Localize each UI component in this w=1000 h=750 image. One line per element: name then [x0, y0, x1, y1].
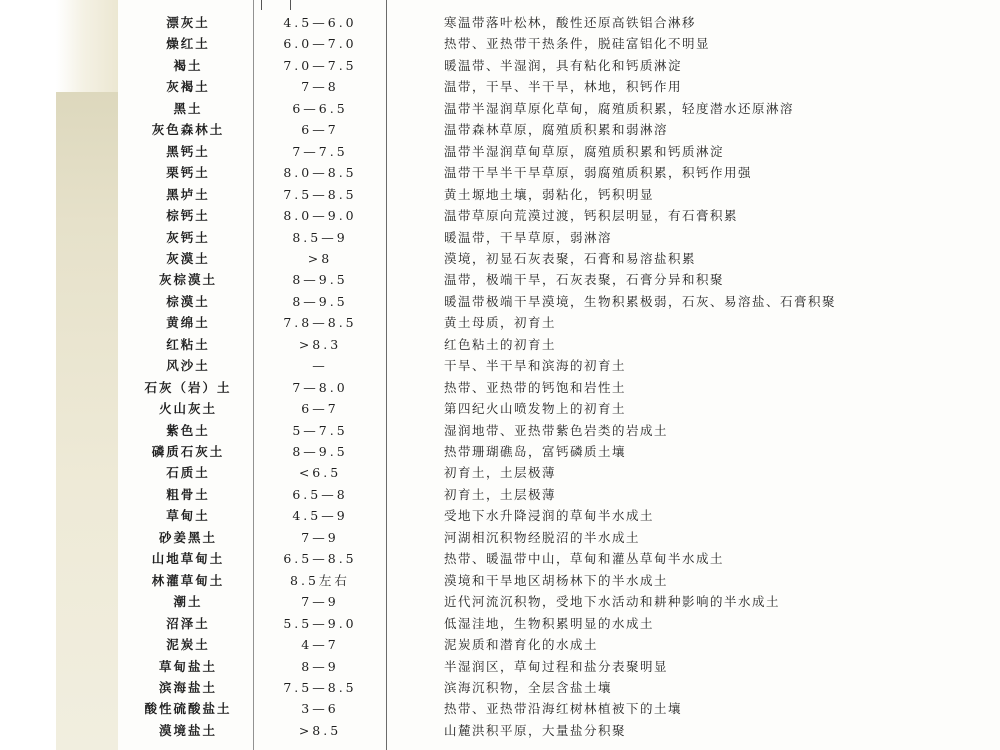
soil-name-cell: 风沙土 [166, 358, 210, 374]
table-row [118, 421, 1000, 441]
table-row [118, 99, 1000, 119]
slide-left-margin [0, 0, 56, 750]
ph-value-cell: 6.0—7.0 [283, 36, 357, 52]
ph-value-cell: >8.3 [298, 336, 342, 352]
table-row [118, 378, 1000, 398]
ph-value-cell: 7.5—8.5 [283, 186, 357, 202]
soil-name-cell: 红粘土 [166, 336, 210, 352]
soil-name-cell: 石质土 [166, 465, 210, 481]
table-row [118, 77, 1000, 97]
table-row [118, 34, 1000, 54]
ph-value-cell: 6.5—8.5 [283, 551, 357, 567]
ph-value-cell: >8.5 [298, 722, 342, 738]
soil-name-cell: 棕漠土 [166, 293, 210, 309]
table-row [118, 635, 1000, 655]
description-cell: 热带珊瑚礁岛，富钙磷质土壤 [444, 444, 627, 459]
description-cell: 湿润地带、亚热带紫色岩类的岩成土 [444, 422, 669, 438]
description-cell: 暖温带，干旱草原，弱淋溶 [444, 229, 613, 245]
table-row [118, 485, 1000, 505]
soil-name-cell: 燥红土 [166, 36, 210, 52]
table-row [118, 206, 1000, 226]
description-cell: 漠境，初显石灰表聚，石膏和易溶盐积累 [444, 250, 697, 266]
description-cell: 热带、暖温带中山，草甸和灌丛草甸半水成土 [444, 551, 725, 567]
table-row [118, 228, 1000, 248]
soil-name-cell: 石灰（岩）土 [144, 379, 232, 395]
soil-name-cell: 潮土 [173, 594, 203, 610]
soil-name-cell: 火山灰土 [158, 401, 217, 417]
ph-value-cell: 8—9 [301, 658, 339, 674]
description-cell: 寒温带落叶松林，酸性还原高铁铝合淋移 [444, 15, 697, 30]
ph-value-cell: 6—7 [301, 401, 339, 417]
soil-name-cell: 粗骨土 [166, 486, 210, 502]
description-cell: 温带，干旱、半干旱，林地，积钙作用 [444, 79, 683, 95]
ph-value-cell: 7—7.5 [292, 143, 348, 159]
soil-name-cell: 灰漠土 [166, 250, 210, 266]
ph-value-cell: 7—9 [301, 529, 339, 545]
ph-value-cell: 7—8.0 [292, 379, 348, 395]
table-row [118, 699, 1000, 719]
table-row [118, 528, 1000, 548]
description-cell: 温带森林草原，腐殖质积累和弱淋溶 [444, 122, 669, 138]
soil-name-cell: 黑垆土 [166, 186, 210, 202]
description-cell: 热带、亚热带沿海红树林植被下的土壤 [444, 701, 683, 717]
description-cell: 温带草原向荒漠过渡，钙积层明显，有石膏积累 [444, 208, 739, 224]
table-row [118, 592, 1000, 612]
description-cell: 河湖相沉积物经脱沼的半水成土 [444, 529, 641, 545]
table-row [118, 614, 1000, 634]
ph-value-cell: 4.5—9 [292, 508, 348, 524]
soil-name-cell: 褐土 [173, 57, 203, 73]
soil-name-cell: 黑钙土 [166, 143, 210, 159]
description-cell: 干旱、半干旱和滨海的初育土 [444, 358, 627, 374]
soil-name-cell: 草甸盐土 [158, 658, 217, 674]
table-row [118, 13, 1000, 33]
table-row [118, 185, 1000, 205]
description-cell: 漠境和干旱地区胡杨林下的半水成土 [444, 572, 669, 588]
ph-value-cell: 5—7.5 [292, 422, 348, 438]
description-cell: 温带，极端干旱，石灰表聚，石膏分异和积聚 [444, 272, 725, 288]
table-row [118, 721, 1000, 741]
soil-name-cell: 泥炭土 [166, 637, 210, 653]
description-cell: 山麓洪积平原，大量盐分积聚 [444, 722, 627, 738]
ph-value-cell: 7—8 [301, 79, 339, 95]
ph-value-cell: 4.5—6.0 [283, 15, 357, 30]
soil-name-cell: 沼泽土 [166, 615, 210, 631]
soil-name-cell: 磷质石灰土 [151, 444, 225, 459]
table-row [118, 442, 1000, 462]
soil-name-cell: 黄绵土 [166, 315, 210, 331]
soil-name-cell: 滨海盐土 [158, 679, 217, 695]
description-cell: 热带、亚热带干热条件，脱硅富铝化不明显 [444, 36, 711, 52]
table-row [118, 249, 1000, 269]
ph-value-cell: 8—9.5 [292, 444, 348, 459]
soil-name-cell: 漠境盐土 [158, 722, 217, 738]
ph-value-cell: 8.5左右 [290, 572, 350, 588]
table-row [118, 356, 1000, 376]
description-cell: 黄土塬地土壤，弱粘化，钙积明显 [444, 186, 655, 202]
ph-value-cell: <6.5 [298, 465, 342, 481]
table-row [118, 506, 1000, 526]
soil-name-cell: 灰褐土 [166, 79, 210, 95]
ph-value-cell: 6—6.5 [292, 100, 348, 116]
ph-value-cell: 7—9 [301, 594, 339, 610]
table-row [118, 163, 1000, 183]
soil-name-cell: 灰钙土 [166, 229, 210, 245]
description-cell: 温带半湿润草原化草甸，腐殖质积累，轻度潜水还原淋溶 [444, 100, 795, 116]
description-cell: 温带半湿润草甸草原，腐殖质积累和钙质淋淀 [444, 143, 725, 159]
description-cell: 受地下水升降浸润的草甸半水成土 [444, 508, 655, 524]
soil-name-cell: 草甸土 [166, 508, 210, 524]
ph-value-cell: 8—9.5 [292, 272, 348, 288]
ph-value-cell: 6.5—8 [292, 486, 348, 502]
ph-value-cell: — [312, 358, 328, 374]
description-cell: 温带干旱半干旱草原，弱腐殖质积累，积钙作用强 [444, 165, 753, 181]
description-cell: 红色粘土的初育土 [444, 336, 557, 352]
ph-value-cell: 8.0—9.0 [283, 208, 357, 224]
description-cell: 黄土母质，初育土 [444, 315, 557, 331]
table-row [118, 120, 1000, 140]
soil-name-cell: 灰色森林土 [151, 122, 225, 138]
ph-value-cell: 3—6 [301, 701, 339, 717]
ph-value-cell: 5.5—9.0 [283, 615, 357, 631]
description-cell: 滨海沉积物，全层含盐土壤 [444, 679, 613, 695]
table-row [118, 335, 1000, 355]
table-row [118, 549, 1000, 569]
description-cell: 半湿润区，草甸过程和盐分表聚明显 [444, 658, 669, 674]
soil-name-cell: 酸性硫酸盐土 [144, 701, 232, 717]
soil-name-cell: 林灌草甸土 [151, 572, 225, 588]
soil-name-cell: 黑土 [173, 100, 203, 116]
description-cell: 暖温带、半湿润，具有粘化和钙质淋淀 [444, 57, 683, 73]
description-cell: 低湿洼地，生物积累明显的水成土 [444, 615, 655, 631]
slide-decor-block [56, 92, 118, 750]
ph-value-cell: 6—7 [301, 122, 339, 138]
soil-name-cell: 棕钙土 [166, 208, 210, 224]
table-row [118, 657, 1000, 677]
table-row [118, 270, 1000, 290]
description-cell: 暖温带极端干旱漠境，生物积累极弱，石灰、易溶盐、石膏积聚 [444, 293, 837, 309]
ph-value-cell: 8—9.5 [292, 293, 348, 309]
table-row [118, 463, 1000, 483]
ph-value-cell: 8.0—8.5 [283, 165, 357, 181]
description-cell: 初育土，土层极薄 [444, 486, 557, 502]
scanned-table-page [118, 0, 1000, 750]
description-cell: 热带、亚热带的钙饱和岩性土 [444, 379, 627, 395]
soil-table [118, 0, 1000, 750]
table-row [118, 142, 1000, 162]
ph-value-cell: 7.5—8.5 [283, 679, 357, 695]
table-row [118, 56, 1000, 76]
ph-value-cell: 8.5—9 [292, 229, 348, 245]
ph-value-cell: 7.0—7.5 [283, 57, 357, 73]
soil-name-cell: 栗钙土 [166, 165, 210, 181]
description-cell: 第四纪火山喷发物上的初育土 [444, 401, 627, 417]
ph-value-cell: 4—7 [301, 637, 339, 653]
soil-name-cell: 山地草甸土 [151, 551, 225, 567]
table-row [118, 678, 1000, 698]
table-row [118, 292, 1000, 312]
description-cell: 泥炭质和潜育化的水成土 [444, 637, 599, 653]
soil-name-cell: 砂姜黑土 [158, 529, 217, 545]
soil-name-cell: 漂灰土 [166, 15, 210, 30]
ph-value-cell: >8 [307, 250, 333, 266]
soil-name-cell: 紫色土 [166, 422, 210, 438]
soil-name-cell: 灰棕漠土 [158, 272, 217, 288]
description-cell: 近代河流沉积物，受地下水活动和耕种影响的半水成土 [444, 594, 781, 610]
table-row [118, 399, 1000, 419]
table-row [118, 571, 1000, 591]
description-cell: 初育土，土层极薄 [444, 465, 557, 481]
ph-value-cell: 7.8—8.5 [283, 315, 357, 331]
table-row [118, 313, 1000, 333]
